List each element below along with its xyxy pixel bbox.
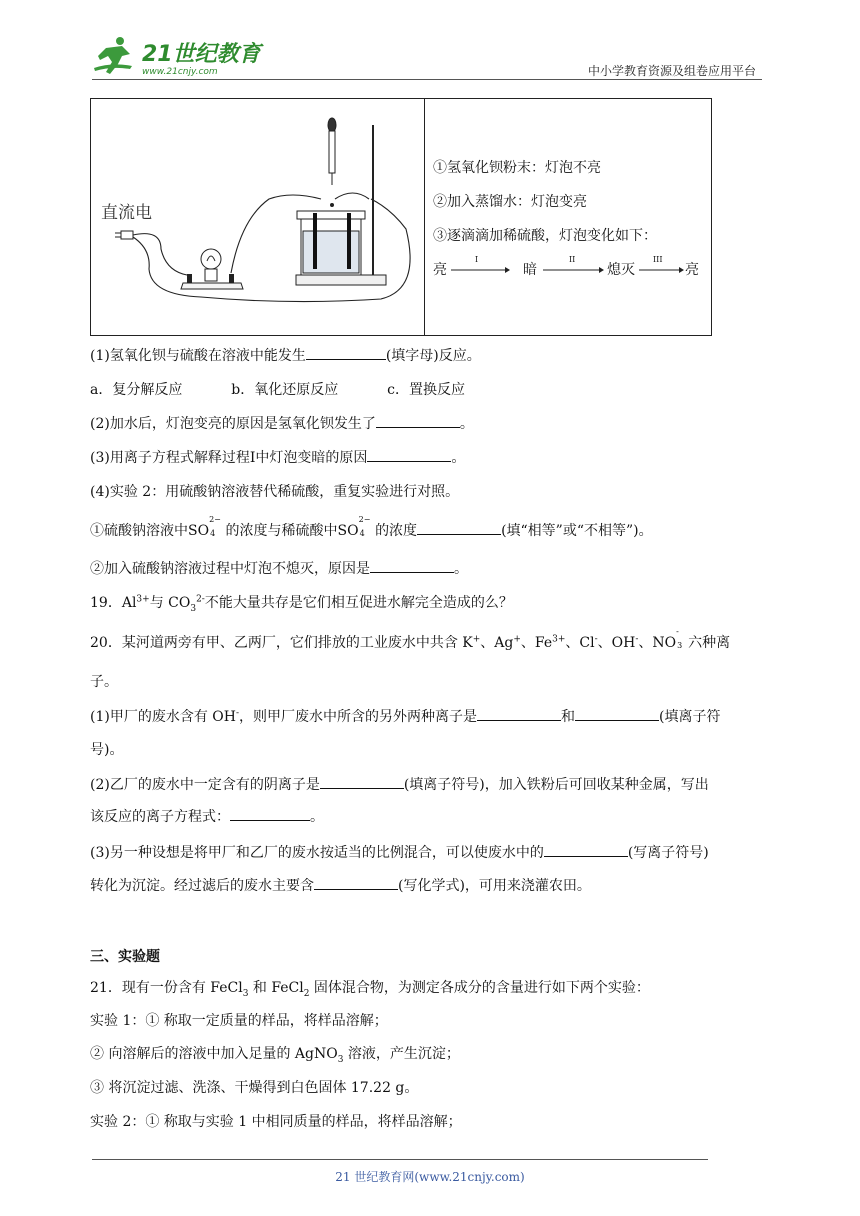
- q20-part2-cont: 该反应的离子方程式： 。: [90, 806, 324, 826]
- figure-divider: [424, 99, 425, 335]
- q20-part1-cont: 号)。: [90, 742, 124, 758]
- lightbulb-icon: [201, 249, 221, 281]
- lamp-board: [181, 283, 243, 289]
- platform-name: 中小学教育资源及组卷应用平台: [587, 64, 756, 78]
- experiment-figure: [90, 98, 712, 336]
- svg-text:www.21cnjy.com: www.21cnjy.com: [142, 67, 218, 77]
- arrow-1-icon: [449, 259, 511, 277]
- step-label-1: I: [475, 255, 479, 264]
- q20-part1: (1)甲厂的废水含有 OH-，则甲厂废水中所含的另外两种离子是 和 (填离子符: [90, 706, 720, 726]
- state-1: 亮: [433, 262, 447, 278]
- q20-part3-cont: 转化为沉淀。经过滤后的废水主要含 (写化学式)，可用来浇灌农田。: [90, 875, 591, 895]
- header-rule: [92, 79, 762, 80]
- q21-experiment2-step1: 实验 2：① 称取与实验 1 中相同质量的样品，将样品溶解；: [90, 1114, 462, 1130]
- option-b: b．氧化还原反应: [231, 382, 339, 398]
- page-header: [92, 30, 762, 80]
- answer-blank[interactable]: [306, 345, 386, 360]
- dropper-icon: [328, 118, 336, 185]
- state-4: 亮: [685, 262, 699, 278]
- answer-blank[interactable]: [230, 806, 310, 821]
- conductivity-apparatus: [91, 99, 424, 335]
- answer-blank[interactable]: [370, 558, 454, 573]
- answer-blank[interactable]: [376, 413, 460, 428]
- svg-text:21世纪教育: 21世纪教育: [142, 42, 261, 67]
- q18-part1: (1)氢氧化钡与硫酸在溶液中能发生 (填字母)反应。: [90, 345, 481, 365]
- answer-blank[interactable]: [367, 447, 451, 462]
- answer-blank[interactable]: [544, 842, 628, 857]
- answer-blank[interactable]: [575, 706, 659, 721]
- q18-part2: (2)加水后，灯泡变亮的原因是氢氧化钡发生了 。: [90, 413, 474, 433]
- plug-icon: [115, 231, 133, 239]
- page-footer: 21 世纪教育网(www.21cnjy.com): [335, 1170, 525, 1184]
- q20-part2: (2)乙厂的废水中一定含有的阴离子是 (填离子符号)，加入铁粉后可回收某种金属，写出: [90, 774, 709, 794]
- q18-part4: (4)实验 2：用硫酸钠溶液替代稀硫酸，重复实验进行对照。: [90, 484, 460, 500]
- q21-experiment1-step1: 实验 1：① 称取一定质量的样品，将样品溶解；: [90, 1013, 388, 1029]
- question-21-stem: 21．现有一份含有 FeCl$_3$ 和 FeCl$_2$ 固体混合物，为测定各成分的含量进行如下两个实验：: [90, 980, 650, 999]
- footer-rule: [92, 1159, 708, 1160]
- observation-2: ②加入蒸馏水：灯泡变亮: [433, 194, 587, 210]
- answer-blank[interactable]: [320, 774, 404, 789]
- bulb-change-sequence: [433, 255, 703, 283]
- section-title: 三、实验题: [90, 949, 160, 965]
- q18-part4-item2: ②加入硫酸钠溶液过程中灯泡不熄灭，原因是 。: [90, 558, 468, 578]
- q18-options: [90, 379, 465, 399]
- answer-blank[interactable]: [477, 706, 561, 721]
- power-label: 直流电: [101, 203, 152, 223]
- beaker-setup: [296, 125, 386, 285]
- q18-part4-item1: ①硫酸钠溶液中SO 2− 4 的浓度与稀硫酸中SO 2− 4 的浓度 (填“相等”或“不相等”)。: [90, 515, 653, 539]
- step-label-3: III: [653, 255, 663, 264]
- q21-experiment1-step2: ② 向溶解后的溶液中加入足量的 AgNO$_3$ 溶液，产生沉淀；: [90, 1046, 460, 1065]
- answer-blank[interactable]: [314, 875, 398, 890]
- question-19: 19．$Al^{3+}$与 $CO_3^{2-}$不能大量共存是它们相互促进水解完全造成的么？: [90, 594, 513, 614]
- step-label-2: II: [569, 255, 576, 264]
- option-c: c．置换反应: [387, 382, 465, 398]
- q21-experiment1-step3: ③ 将沉淀过滤、洗涤、干燥得到白色固体 17.22 g。: [90, 1080, 419, 1096]
- state-2: 暗: [523, 262, 537, 278]
- state-3: 熄灭: [607, 262, 635, 278]
- question-20-stem: 20．某河道两旁有甲、乙两厂，它们排放的工业废水中共含 K+、Ag+、$Fe^{3+}$、Cl-、OH-、NO - 3 六种离: [90, 627, 731, 651]
- observation-1: ①氢氧化钡粉末：灯泡不亮: [433, 160, 601, 176]
- answer-blank[interactable]: [417, 520, 501, 535]
- site-logo: [92, 34, 272, 78]
- q20-part3: (3)另一种设想是将甲厂和乙厂的废水按适当的比例混合，可以使废水中的 (写离子符号): [90, 842, 709, 862]
- option-a: a．复分解反应: [90, 382, 183, 398]
- question-20-stem-cont: 子。: [90, 674, 118, 690]
- q18-part3: (3)用离子方程式解释过程I中灯泡变暗的原因 。: [90, 447, 465, 467]
- observation-3: ③逐滴滴加稀硫酸，灯泡变化如下：: [433, 228, 657, 244]
